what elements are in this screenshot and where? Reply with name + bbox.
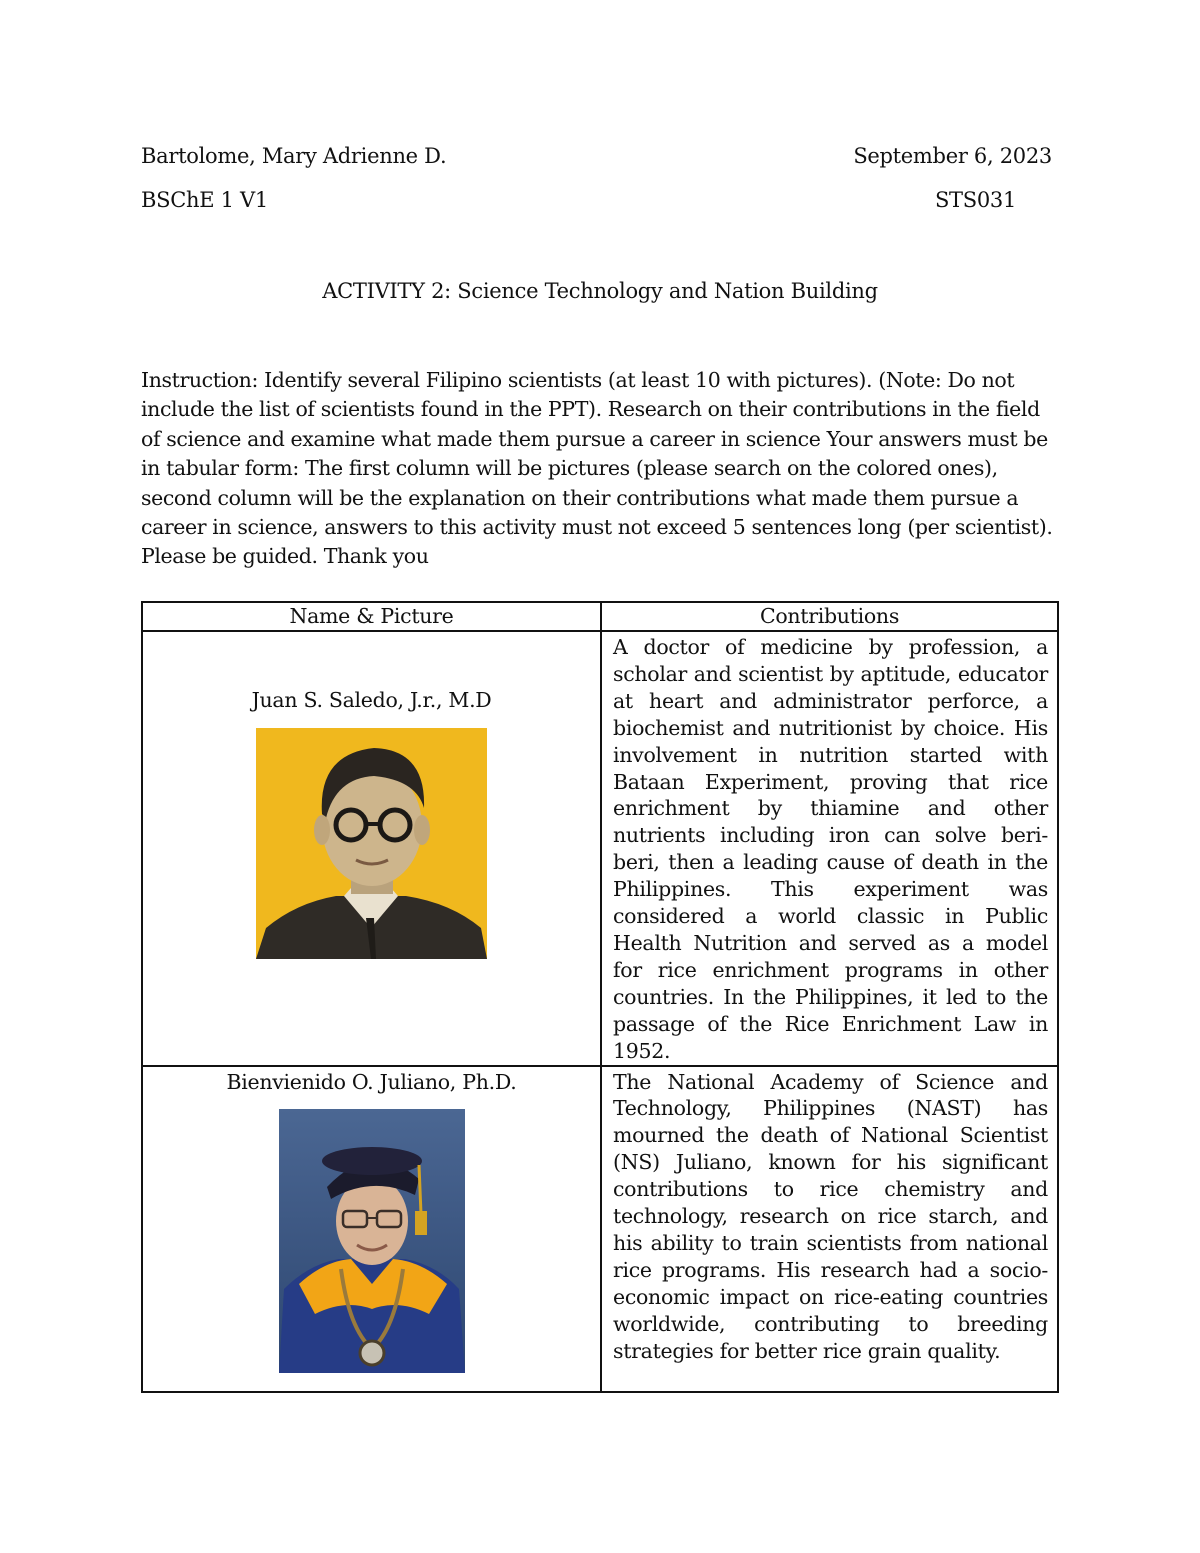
name-picture-cell (142, 1066, 601, 1392)
table-row (142, 1066, 1058, 1392)
table-row (142, 631, 1058, 1066)
header-contributions: Contributions (601, 602, 1058, 631)
student-name: Bartolome, Mary Adrienne D. (141, 144, 447, 168)
instruction-paragraph: Instruction: Identify several Filipino scientists (at least 10 with pictures). (Note: Do not include the list of scientists found in the PPT). Research on their contributions in the field of science and examine what made them pursue a career in science Your answers must be in tabular form: The first column will be pictures (please search on the colored ones), second column will be the explanation on their contributions what made them pursue a career in science, answers to this activity must not exceed 5 sentences long (per scientist). Please be guided. Thank you (141, 368, 1053, 569)
contribution-cell: A doctor of medicine by profession, a scholar and scientist by aptitude, educator at heart and administrator perforce, a biochemist and nutritionist by choice. His involvement in nutrition started with Bataan Experiment, proving that rice enrichment by thiamine and other nutrients including iron can solve beri-beri, then a leading cause of death in the Philippines. This experiment was considered a world classic in Public Health Nutrition and served as a model for rice enrichment programs in other countries. In the Philippines, it led to the passage of the Rice Enrichment Law in 1952. (601, 631, 1058, 1066)
contribution-cell: The National Academy of Science and Technology, Philippines (NAST) has mourned the death of National Scientist (NS) Juliano, known for his significant contributions to rice chemistry and technology, research on rice starch, and his ability to train scientists from national rice programs. His research had a socio-economic impact on rice-eating countries worldwide, contributing to breeding strategies for better rice grain quality. (601, 1066, 1058, 1392)
table-header-row (142, 602, 1058, 631)
header-name-picture: Name & Picture (142, 602, 601, 631)
scientist-name: Bienvienido O. Juliano, Ph.D. (226, 1069, 517, 1094)
subject-code: STS031 (934, 188, 1016, 212)
name-picture-cell (142, 631, 601, 1066)
scientists-table (141, 601, 1059, 1393)
scientist-photo-saledo (256, 728, 487, 959)
course-section: BSChE 1 V1 (141, 188, 268, 212)
scientist-name: Juan S. Saledo, J.r., M.D (251, 688, 492, 712)
submission-date: September 6, 2023 (853, 144, 1052, 168)
activity-title: ACTIVITY 2: Science Technology and Nation Building (322, 279, 878, 303)
scientist-photo-juliano (279, 1109, 465, 1373)
